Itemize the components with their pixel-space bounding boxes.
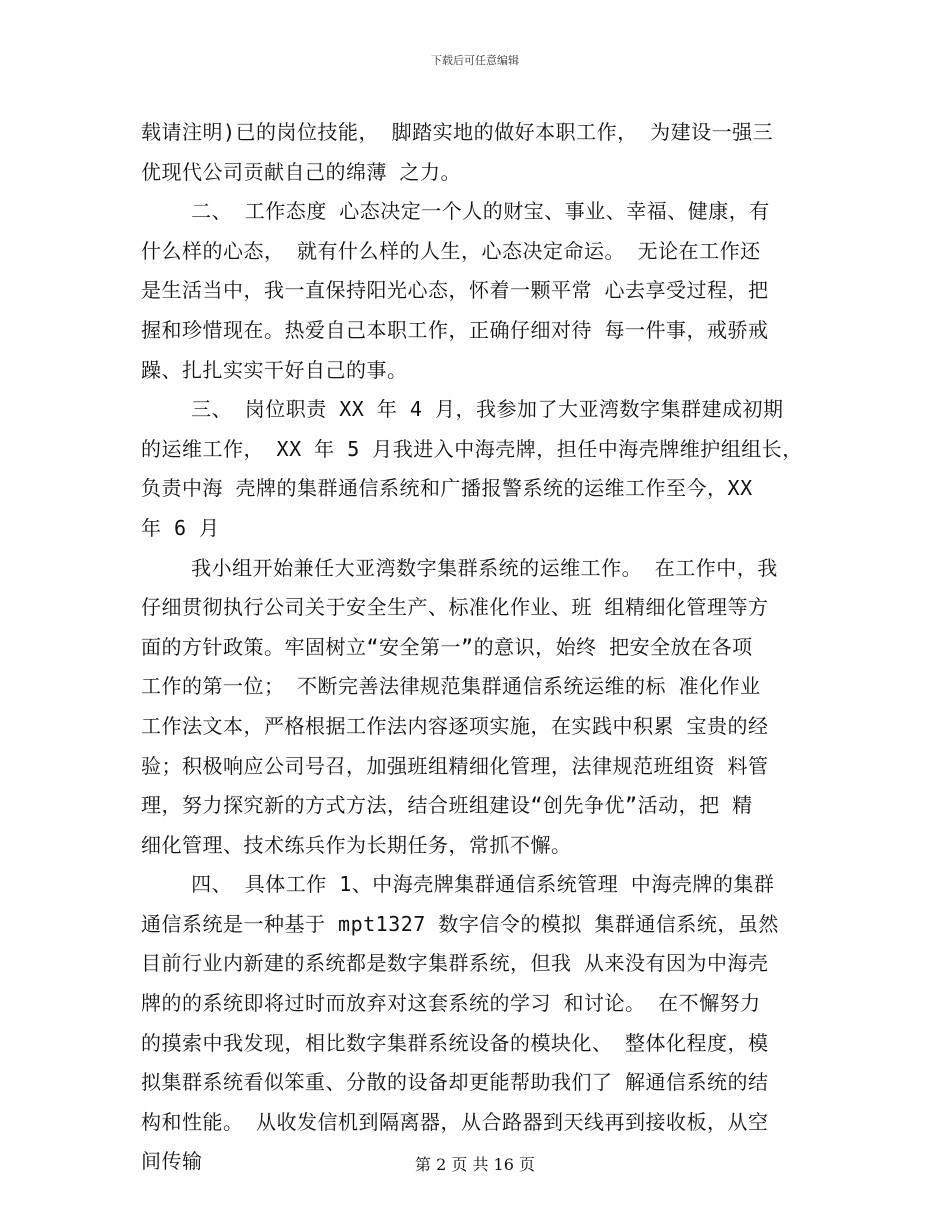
page-number: 第 2 页 共 16 页 <box>415 1155 535 1174</box>
text-line: 三、 岗位职责 XX 年 4 月，我参加了大亚湾数字集群建成初期 <box>141 397 784 422</box>
text-line: 细化管理、技术练兵作为长期任务，常抓不懈。 <box>141 832 572 857</box>
text-line: 构和性能。 从收发信机到隔离器，从合路器到天线再到接收板，从空 <box>141 1109 769 1134</box>
text-line: 仔细贯彻执行公司关于安全生产、标准化作业、班 组精细化管理等方 <box>141 595 769 620</box>
document-body <box>141 113 819 1182</box>
text-line: 牌的的系统即将过时而放弃对这套系统的学习 和讨论。 在不懈努力 <box>141 991 761 1016</box>
text-line: 面的方针政策。牢固树立“安全第一”的意识，始终 把安全放在各项 <box>141 634 753 659</box>
text-line: 拟集群系统看似笨重、分散的设备却更能帮助我们了 解通信系统的结 <box>141 1070 769 1095</box>
text-line: 二、 工作态度 心态决定一个人的财宝、事业、幸福、健康，有 <box>141 199 770 224</box>
text-line: 躁、扎扎实实干好自己的事。 <box>141 357 408 382</box>
text-line: 我小组开始兼任大亚湾数字集群系统的运维工作。 在工作中，我 <box>141 555 778 580</box>
text-line: 什么样的心态， 就有什么样的人生，心态决定命运。 无论在工作还 <box>141 238 761 263</box>
text-line: 目前行业内新建的系统都是数字集群系统，但我 从来没有因为中海壳 <box>141 951 769 976</box>
text-line: 年 6 月 <box>141 515 220 540</box>
text-line: 握和珍惜现在。热爱自己本职工作，正确仔细对待 每一件事，戒骄戒 <box>141 317 769 342</box>
text-line: 负责中海 壳牌的集群通信系统和广播报警系统的运维工作至今，XX <box>141 476 753 501</box>
text-line: 通信系统是一种基于 mpt1327 数字信令的模拟 集群通信系统，虽然 <box>141 911 779 936</box>
page-header: 下载后可任意编辑 <box>431 54 519 67</box>
text-line: 四、 具体工作 1、中海壳牌集群通信系统管理 中海壳牌的集群 <box>141 872 775 897</box>
text-line: 验；积极响应公司号召，加强班组精细化管理，法律规范班组资 料管 <box>141 753 769 778</box>
text-line: 的运维工作， XX 年 5 月我进入中海壳牌，担任中海壳牌维护组组长， <box>141 436 803 461</box>
text-line: 是生活当中，我一直保持阳光心态，怀着一颗平常 心去享受过程，把 <box>141 278 769 303</box>
text-line: 的摸索中我发现，相比数字集群系统设备的模块化、 整体化程度，模 <box>141 1030 769 1055</box>
text-line: 间传输 <box>141 1149 203 1174</box>
text-line: 工作法文本，严格根据工作法内容逐项实施，在实践中积累 宝贵的经 <box>141 713 769 738</box>
text-line: 工作的第一位； 不断完善法律规范集群通信系统运维的标 准化作业 <box>141 674 761 699</box>
text-line: 载请注明)已的岗位技能， 脚踏实地的做好本职工作， 为建设一强三 <box>141 120 774 144</box>
text-line: 理，努力探究新的方式方法，结合班组建设“创先争优”活动，把 精 <box>141 793 753 818</box>
text-line: 优现代公司贡献自己的绵薄 之力。 <box>141 159 462 184</box>
